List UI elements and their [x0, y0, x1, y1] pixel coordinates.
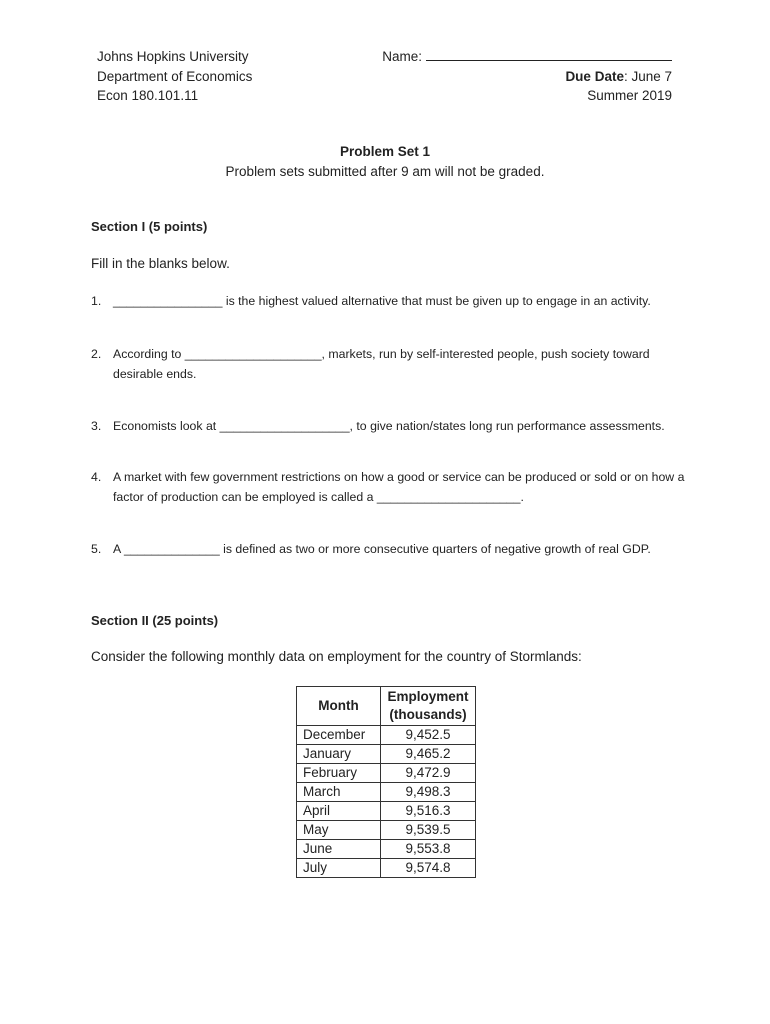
month-cell: April — [297, 802, 381, 821]
name-blank-line[interactable] — [426, 47, 672, 61]
student-due-block — [382, 47, 672, 106]
table-row — [297, 821, 476, 840]
employment-cell: 9,452.5 — [381, 726, 476, 745]
section-1-heading: Section I (5 points) — [91, 219, 208, 234]
course-code: Econ 180.101.11 — [97, 88, 199, 103]
due-date-label: Due Date — [565, 68, 624, 84]
question-text: Economists look at ___________________, to give nation/states long run performance assessments. — [113, 419, 665, 433]
question-text: According to ____________________, markets, run by self-interested people, push society toward desirable ends. — [113, 347, 650, 381]
employment-header-line-1: Employment — [387, 689, 469, 704]
question-text: A ______________ is defined as two or more consecutive quarters of negative growth of real GDP. — [113, 542, 651, 556]
employment-table — [296, 686, 476, 878]
month-cell: March — [297, 783, 381, 802]
question-number: 2. — [91, 347, 102, 361]
question-number: 1. — [91, 294, 102, 308]
table-row — [297, 783, 476, 802]
employment-cell: 9,553.8 — [381, 840, 476, 859]
employment-cell: 9,498.3 — [381, 783, 476, 802]
name-row — [382, 47, 672, 67]
employment-cell: 9,465.2 — [381, 745, 476, 764]
table-row — [297, 745, 476, 764]
page-title: Problem Set 1 — [339, 144, 431, 159]
page-subtitle: Problem sets submitted after 9 am will not be graded. — [225, 163, 545, 179]
question-text: A market with few government restrictions on how a good or service can be produced or sold or on how a factor of production can be employed is called a _____________________. — [113, 470, 685, 504]
employment-cell: 9,472.9 — [381, 764, 476, 783]
section-1-instruction: Fill in the blanks below. — [91, 256, 230, 271]
table-row — [297, 859, 476, 878]
university-name: Johns Hopkins University — [97, 49, 249, 64]
question-3 — [91, 417, 691, 437]
title-block — [0, 142, 770, 181]
table-row — [297, 802, 476, 821]
due-date-value: : June 7 — [623, 68, 672, 84]
question-number: 5. — [91, 542, 102, 556]
question-number: 3. — [91, 419, 102, 433]
month-cell: January — [297, 745, 381, 764]
table-row — [297, 726, 476, 745]
section-2-heading: Section II (25 points) — [91, 613, 219, 628]
department-name: Department of Economics — [97, 68, 253, 84]
table-row — [297, 764, 476, 783]
month-cell: June — [297, 840, 381, 859]
institution-block — [97, 47, 252, 106]
table-header-row — [297, 687, 476, 726]
question-5 — [91, 540, 691, 560]
question-2 — [91, 345, 691, 384]
month-column-header: Month — [297, 687, 381, 726]
due-date — [382, 67, 672, 87]
employment-cell: 9,516.3 — [381, 802, 476, 821]
employment-column-header — [381, 687, 476, 726]
month-cell: February — [297, 764, 381, 783]
term: Summer 2019 — [587, 88, 672, 103]
question-1 — [91, 292, 691, 312]
month-cell: December — [297, 726, 381, 745]
table-body — [297, 726, 476, 878]
month-cell: May — [297, 821, 381, 840]
month-cell: July — [297, 859, 381, 878]
table-row — [297, 840, 476, 859]
question-number: 4. — [91, 470, 102, 484]
question-4 — [91, 468, 691, 507]
employment-cell: 9,539.5 — [381, 821, 476, 840]
employment-cell: 9,574.8 — [381, 859, 476, 878]
section-2-instruction: Consider the following monthly data on employment for the country of Stormlands: — [91, 649, 582, 664]
employment-header-line-2: (thousands) — [389, 707, 467, 722]
name-label: Name: — [382, 49, 422, 64]
question-text: ________________ is the highest valued alternative that must be given up to engage in an activity. — [113, 294, 651, 308]
